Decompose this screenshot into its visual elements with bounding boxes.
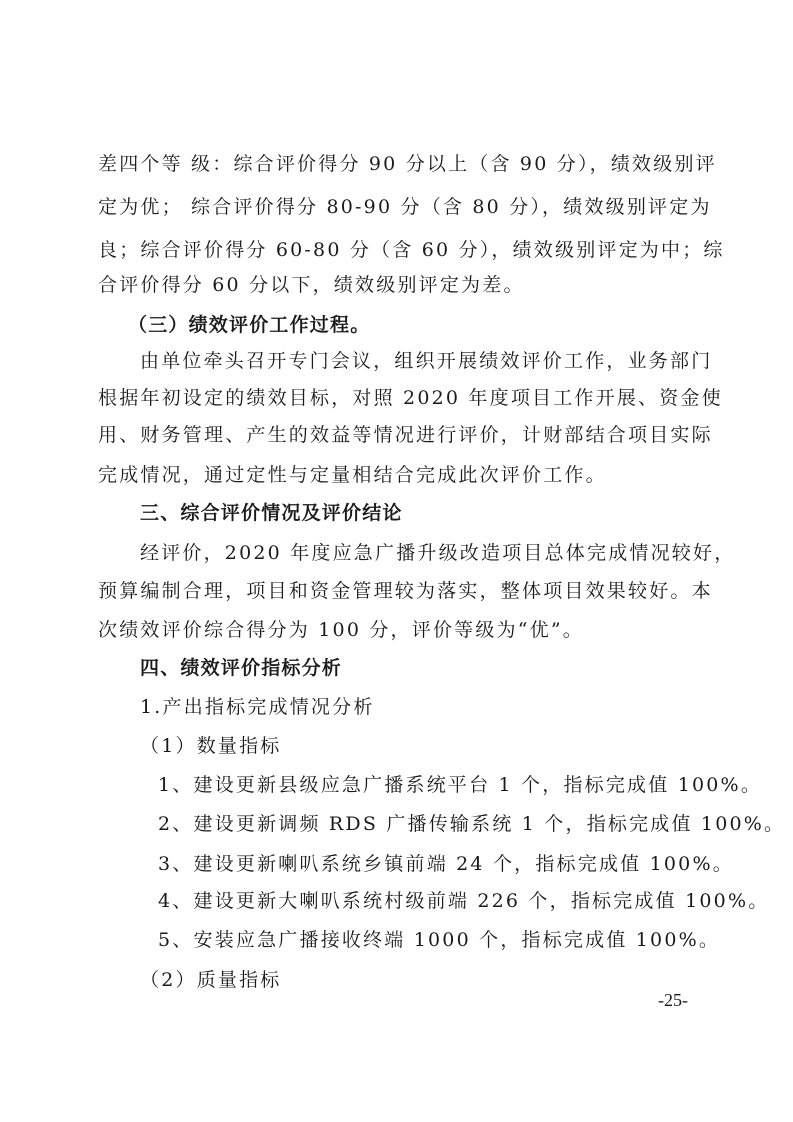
subheading-quality-indicators: （2）质量指标 <box>140 969 282 991</box>
paragraph-conclusion-line-1: 经评价，2020 年度应急广播升级改造项目总体完成情况较好， <box>140 542 736 564</box>
paragraph-process-line-4: 完成情况，通过定性与定量相结合完成此次评价工作。 <box>98 464 607 486</box>
paragraph-process-line-3: 用、财务管理、产生的效益等情况进行评价，计财部结合项目实际 <box>98 424 713 446</box>
list-item: 1、建设更新县级应急广播系统平台 1 个，指标完成值 100%。 <box>158 774 763 796</box>
paragraph-conclusion-line-2: 预算编制合理，项目和资金管理较为落实，整体项目效果较好。本 <box>98 580 713 602</box>
paragraph-process-line-2: 根据年初设定的绩效目标，对照 2020 年度项目工作开展、资金使 <box>98 387 723 409</box>
subheading-quantity-indicators: （1）数量指标 <box>140 735 282 757</box>
paragraph-grading-line-1: 差四个等 级：综合评价得分 90 分以上（含 90 分），绩效级别评 <box>98 153 717 175</box>
paragraph-grading-line-4: 合评价得分 60 分以下，绩效级别评定为差。 <box>98 274 525 296</box>
heading-section-4: 四、绩效评价指标分析 <box>140 657 343 679</box>
paragraph-grading-line-2: 定为优； 综合评价得分 80-90 分（含 80 分），绩效级别评定为 <box>98 196 712 218</box>
list-item: 5、安装应急广播接收终端 1000 个，指标完成值 100%。 <box>158 929 721 951</box>
subheading-output-indicators: 1.产出指标完成情况分析 <box>140 696 375 718</box>
paragraph-process-line-1: 由单位牵头召开专门会议，组织开展绩效评价工作，业务部门 <box>140 350 713 372</box>
list-item: 2、建设更新调频 RDS 广播传输系统 1 个，指标完成值 100%。 <box>158 813 786 835</box>
heading-section-3: 三、综合评价情况及评价结论 <box>140 502 403 524</box>
paragraph-grading-line-3: 良；综合评价得分 60-80 分（含 60 分），绩效级别评定为中；综 <box>98 239 725 261</box>
list-item: 4、建设更新大喇叭系统村级前端 226 个，指标完成值 100%。 <box>158 890 770 912</box>
heading-evaluation-process: （三）绩效评价工作过程。 <box>128 314 371 336</box>
list-item: 3、建设更新喇叭系统乡镇前端 24 个，指标完成值 100%。 <box>158 853 734 875</box>
paragraph-conclusion-line-3: 次绩效评价综合得分为 100 分，评价等级为“优”。 <box>98 619 584 641</box>
page-number: -25- <box>658 990 688 1010</box>
